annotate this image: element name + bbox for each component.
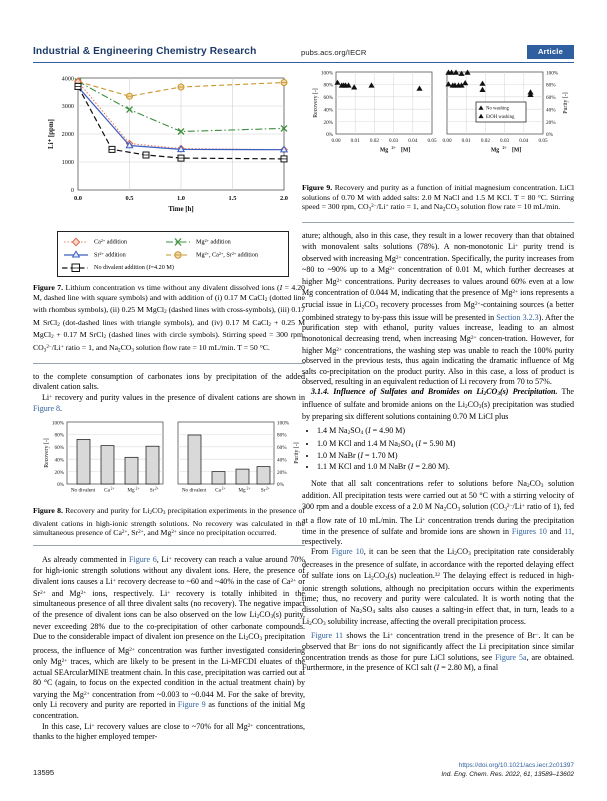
right-para-2: 3.1.4. Influence of Sulfates and Bromides on $Li_2CO_3(s)$ Precipitation. The influence of sulfate and bromide anions on the $Li_2CO_3(s)$ precipitation was studied by preparing six different solutions containing 0.70 M LiCl plus bbox=[302, 387, 575, 422]
legend-item-mg: $Mg^{2+}$ addition bbox=[196, 238, 231, 246]
svg-text:No divalent: No divalent bbox=[181, 487, 207, 494]
svg-text:100%: 100% bbox=[277, 420, 290, 427]
right-para-1: ature; although, also in this case, they result in a lower recovery than that obtained with monovalent salts solutions (78%). A non-monotonic Li+ purity trend is observed with increasing $Mg^{2+}$ concentration. Specifically, the purity increases from ~80 to ~90% up to a $Mg^{2+}$ concentration of 0.01 M, which further decreases at higher $Mg^{2+}$ concentrations. Purity decreases to values around 60% even at a low Mg concentration of 0.044 M, indicating that the presence of $Mg^{2+}$ ions represents a crucial issue in $Li_2CO_3$ recovery processes from $Mg^{2+}$-containing sources (a better combined strategy to by-pass this issue will be presented in Section 3.2.3). After the purification step with ethanol, purity values increase, leading to an almost monotonical decreasing trend, when increasing $Mg^{2+}$ concen-tration. However, for higher $Mg^{2+}$ concentrations, the washing step was unable to reach the 100% purity observed in the previous tests, thus again indicating the dramatic influence of Mg salts co-precipitation on the product purity. Also in this case, a loss of product is observed, resulting in an equivalent reduction of Li recovery from 70 to 57%. bbox=[302, 230, 575, 387]
figure-7-legend bbox=[57, 231, 289, 277]
figure-9-svg bbox=[302, 66, 574, 178]
svg-text:20%: 20% bbox=[546, 119, 556, 126]
left-para-1: to the complete consumption of carbonates ions by precipitation of the added divalent cation salts. bbox=[33, 371, 305, 392]
svg-text:Ca: Ca bbox=[215, 487, 221, 494]
svg-text:4000: 4000 bbox=[61, 75, 74, 83]
svg-text:2+: 2+ bbox=[221, 486, 226, 491]
svg-text:Recovery [-]: Recovery [-] bbox=[44, 438, 50, 469]
svg-text:0%: 0% bbox=[277, 482, 284, 489]
svg-text:2+: 2+ bbox=[110, 486, 115, 491]
section-heading-314: 3.1.4. Influence of Sulfates and Bromides on $Li_2CO_3(s)$ Precipitation. bbox=[311, 387, 558, 398]
link-figures-10[interactable]: Figures 10 bbox=[511, 526, 547, 536]
svg-text:20%: 20% bbox=[323, 119, 333, 126]
divider-2 bbox=[33, 545, 305, 546]
svg-text:40%: 40% bbox=[277, 457, 287, 464]
link-figure-5a[interactable]: Figure 5a bbox=[495, 652, 527, 662]
svg-text:Ca: Ca bbox=[104, 487, 110, 494]
svg-text:Mg: Mg bbox=[490, 147, 500, 154]
link-figure-9-left[interactable]: Figure 9 bbox=[177, 700, 206, 710]
svg-text:Mg: Mg bbox=[379, 147, 389, 154]
page-number: 13595 bbox=[33, 768, 55, 777]
svg-text:3000: 3000 bbox=[61, 103, 74, 111]
svg-text:100%: 100% bbox=[546, 70, 559, 77]
svg-text:0.03: 0.03 bbox=[500, 138, 510, 144]
link-figure-11[interactable]: Figure 11 bbox=[311, 630, 344, 640]
svg-text:Mg: Mg bbox=[238, 487, 246, 494]
svg-text:0.04: 0.04 bbox=[519, 138, 529, 144]
link-figure-10[interactable]: Figure 10 bbox=[331, 547, 364, 557]
svg-text:2.0: 2.0 bbox=[280, 195, 288, 202]
legend-item-sr: $Sr^{2+}$ addition bbox=[94, 251, 126, 259]
svg-text:0%: 0% bbox=[57, 482, 64, 489]
list-item: • 1.0 M KCl and 1.4 M $Na_2SO_4$ (I = 5.90 M) bbox=[317, 439, 574, 452]
svg-text:0.00: 0.00 bbox=[331, 138, 341, 144]
svg-text:2+: 2+ bbox=[391, 145, 396, 151]
svg-text:0.03: 0.03 bbox=[389, 138, 399, 144]
right-para-4: From Figure 10, it can be seen that the $Li_2CO_3$ precipitation rate considerably decreases in the presence of sulfate, in accordance with the reported delaying effect of sulfate ions on $Li_2CO_3(s)$ nucleation.$^{32}$ The delaying effect is reduced in high-ionic strength solutions, although no precipitation occurs within the experiments time; thus, no recovery and purity were calculated. It is worth noting that the dissolution of $Na_2SO_4$ salts also causes a salting-in effect that, in turn, leads to a $Li_2CO_3$ solubility increase, affecting the overall precipitation process. bbox=[302, 547, 575, 628]
svg-text:20%: 20% bbox=[277, 470, 287, 477]
link-figure-11-a[interactable]: 11 bbox=[564, 526, 572, 536]
svg-text:2+: 2+ bbox=[154, 486, 159, 491]
svg-text:2000: 2000 bbox=[61, 131, 74, 139]
svg-text:0.05: 0.05 bbox=[427, 138, 437, 144]
divider-3 bbox=[302, 222, 574, 223]
svg-text:0.01: 0.01 bbox=[350, 138, 360, 144]
svg-text:0.01: 0.01 bbox=[461, 138, 471, 144]
svg-text:Time [h]: Time [h] bbox=[168, 206, 194, 213]
svg-text:0.02: 0.02 bbox=[369, 138, 379, 144]
svg-text:0.05: 0.05 bbox=[538, 138, 548, 144]
svg-text:No divalent: No divalent bbox=[70, 487, 96, 494]
svg-text:80%: 80% bbox=[546, 82, 556, 89]
svg-text:[M]: [M] bbox=[401, 147, 411, 154]
left-para-4: In this case, Li+ recovery values are close to ~70% for all $Mg^{2+}$ concentrations, thanks to the higher employed temper- bbox=[33, 722, 306, 742]
svg-text:60%: 60% bbox=[54, 445, 64, 452]
right-column bbox=[302, 66, 574, 673]
svg-text:No washing: No washing bbox=[486, 106, 510, 112]
legend-item-ca: $Ca^{2+}$ addition bbox=[94, 238, 128, 246]
page-footer bbox=[33, 755, 574, 779]
svg-text:1.5: 1.5 bbox=[228, 195, 237, 202]
svg-text:[M]: [M] bbox=[512, 147, 522, 154]
svg-text:2+: 2+ bbox=[246, 486, 251, 491]
svg-text:40%: 40% bbox=[323, 107, 333, 114]
right-para-3: Note that all salt concentrations refer to solutions before $Na_2CO_3$ solution addition. All precipitation tests were carried out at 50 °C with a stirring velocity of 300 rpm and a double excess of a 2.0 M $Na_2CO_3$ solution ($CO_3^{2-}/Li^+$ ratio of 1), fed at a flow rate of 10 mL/min. The Li+ concentration trends during the precipitation time in the presence of sulfate and bromide ions are shown in Figures 10 and 11, respectively. bbox=[302, 478, 574, 546]
figure-7-svg bbox=[33, 68, 305, 228]
journal-citation: Ind. Eng. Chem. Res. 2022, 61, 13589–13602 bbox=[441, 771, 574, 778]
svg-text:1000: 1000 bbox=[61, 159, 74, 167]
svg-text:2+: 2+ bbox=[265, 486, 270, 491]
link-figure-8[interactable]: Figure 8 bbox=[33, 404, 61, 414]
list-item: • 1.4 M $Na_2SO_4$ (I = 4.90 M) bbox=[317, 426, 574, 439]
svg-text:Purity [-]: Purity [-] bbox=[294, 442, 300, 465]
article-type-badge: Article bbox=[527, 45, 574, 59]
figure-7-plot bbox=[33, 68, 305, 228]
svg-text:60%: 60% bbox=[277, 445, 287, 452]
svg-text:80%: 80% bbox=[54, 433, 64, 440]
svg-text:Mg: Mg bbox=[127, 487, 135, 494]
svg-text:60%: 60% bbox=[546, 95, 556, 102]
svg-text:1.0: 1.0 bbox=[177, 195, 185, 202]
list-item: • 1.1 M KCl and 1.0 M NaBr (I = 2.80 M). bbox=[317, 462, 574, 473]
right-para-5: Figure 11 shows the Li+ concentration trend in the presence of Br−. It can be observed that Br− ions do not significantly affect the Li precipitation since similar concentration trends as those for pure LiCl solutions, see Figure 5a, are obtained. Furthermore, in the presence of KCl salt (I = 2.80 M), a final bbox=[302, 630, 575, 673]
svg-text:0.00: 0.00 bbox=[442, 138, 452, 144]
list-item: • 1.0 M NaBr (I = 1.70 M) bbox=[317, 451, 574, 462]
divider-1 bbox=[33, 363, 305, 364]
figure-7-caption: Figure 7. Lithium concentration vs time without any divalent dissolved ions (I = 4.20 M, dashed line with square symbols) and with addition of (i) 0.17 M CaCl$_2$ (dotted line with rhombus symbols), (ii) 0.25 M MgCl$_2$ (dashed lines with cross-symbols), (iii) 0.17 M SrCl$_2$ (dot-dashed lines with triangle symbols), and (iv) 0.17 M CaCl$_2$ + 0.25 M MgCl$_2$ + 0.17 M SrCl$_2$ (dashed lines with circle symbols). Stirring speed = 300 rpm, $CO_3^{2-}/Li^+$ ratio = 1, and $Na_2CO_3$ solution flow rate = 10 mL/min. T = 50 °C. bbox=[33, 283, 305, 354]
svg-text:Li⁺ [ppm]: Li⁺ [ppm] bbox=[48, 119, 55, 149]
svg-text:20%: 20% bbox=[54, 470, 64, 477]
svg-text:Sr: Sr bbox=[260, 487, 266, 494]
svg-text:Sr: Sr bbox=[149, 487, 155, 494]
svg-text:80%: 80% bbox=[323, 82, 333, 89]
svg-text:2+: 2+ bbox=[135, 486, 140, 491]
figure-9-caption: Figure 9. Recovery and purity as a function of initial magnesium concentration. LiCl solutions of 0.70 M with added salts: 2.0 M NaCl and 1.5 M KCl. T = 80 °C. Stirring speed = 300 rpm, $CO_3^{2-}/Li^+$ ratio = 1, and $Na_2CO_3$ solution flow rate = 10 mL/min. bbox=[302, 183, 574, 213]
left-column bbox=[33, 66, 305, 743]
figure-8-svg bbox=[33, 416, 305, 501]
left-para-2: Li+ recovery and purity values in the presence of divalent cations are shown in Figure 8. bbox=[33, 393, 305, 414]
link-figure-6[interactable]: Figure 6 bbox=[129, 555, 157, 565]
svg-text:80%: 80% bbox=[277, 433, 287, 440]
svg-text:0.5: 0.5 bbox=[125, 195, 134, 202]
svg-text:40%: 40% bbox=[546, 107, 556, 114]
figure-9 bbox=[302, 66, 574, 178]
svg-text:100%: 100% bbox=[51, 420, 64, 427]
left-para-3: As already commented in Figure 6, Li+ recovery can reach a value around 70% for high-ionic strength solutions without any divalent ions. Here, the presence of divalent ions causes a Li+ recovery decrease to ~60 and ~40% in the case of $Ca^{2+}$ or $Sr^{2+}$ and $Mg^{2+}$ ions, respectively. Li+ recovery is totally inhibited in the simultaneous presence of all three divalent salts (no recovery). The negative impact of the presence of divalent ions can be also observed on the low $Li_2CO_3(s)$ purity, never exceeding 28% due to the co-precipitation of other carbonate compounds. Due to the considerable impact of divalent ion presence on the $Li_2CO_3$ precipitation process, the influence of $Mg^{2+}$ concentration was further investigated considering only $Mg^{2+}$ traces, which are likely to be present in the Li-MFCDI eluates of the actual SEArcularMINE treatment chain. In this case, precipitation was carried out at 80 °C (again, to focus on the expected condition in the actual treatment chain) by varying the $Mg^{2+}$ concentration from ~0.003 to ~0.044 M. For the sake of brevity, only Li recovery and purity are reported in Figure 9 as functions of the initial Mg concentration. bbox=[33, 555, 306, 720]
svg-text:0.0: 0.0 bbox=[74, 195, 82, 202]
svg-text:EtOH washing: EtOH washing bbox=[486, 114, 515, 120]
salt-solution-list bbox=[302, 426, 574, 473]
header-rule bbox=[33, 62, 574, 63]
link-section-323[interactable]: Section 3.2.3 bbox=[496, 312, 539, 322]
svg-text:40%: 40% bbox=[54, 457, 64, 464]
doi-link[interactable]: https://doi.org/10.1021/acs.iecr.2c01397 bbox=[458, 762, 574, 769]
svg-text:0%: 0% bbox=[326, 132, 333, 139]
journal-url[interactable]: pubs.acs.org/IECR bbox=[301, 48, 367, 57]
running-head bbox=[33, 46, 574, 68]
svg-text:0.04: 0.04 bbox=[408, 138, 418, 144]
figure-7 bbox=[33, 68, 305, 277]
svg-text:0%: 0% bbox=[546, 132, 553, 139]
svg-text:0.02: 0.02 bbox=[480, 138, 490, 144]
svg-text:100%: 100% bbox=[320, 70, 333, 77]
svg-text:2+: 2+ bbox=[502, 145, 507, 151]
svg-text:Purity [-]: Purity [-] bbox=[563, 92, 569, 114]
legend-item-nodivalent: No divalent addition (I=4.20 M) bbox=[94, 264, 174, 271]
svg-text:0: 0 bbox=[70, 187, 74, 195]
journal-title: Industrial & Engineering Chemistry Research bbox=[33, 46, 257, 57]
svg-text:Recovery [-]: Recovery [-] bbox=[313, 88, 319, 118]
figure-8 bbox=[33, 416, 305, 501]
svg-text:60%: 60% bbox=[323, 95, 333, 102]
figure-8-caption: Figure 8. Recovery and purity for $Li_2CO_3$ precipitation experiments in the presence of divalent cations in high-ionic strength solutions. No recovery was calculated in the simultaneous presence of $Ca^{2+}$, $Sr^{2+}$, and $Mg^{2+}$ since no precipitation occurred. bbox=[33, 506, 306, 538]
legend-item-all: $Mg^{2+}$, $Ca^{2+}$, $Sr^{2+}$ addition bbox=[196, 251, 259, 259]
